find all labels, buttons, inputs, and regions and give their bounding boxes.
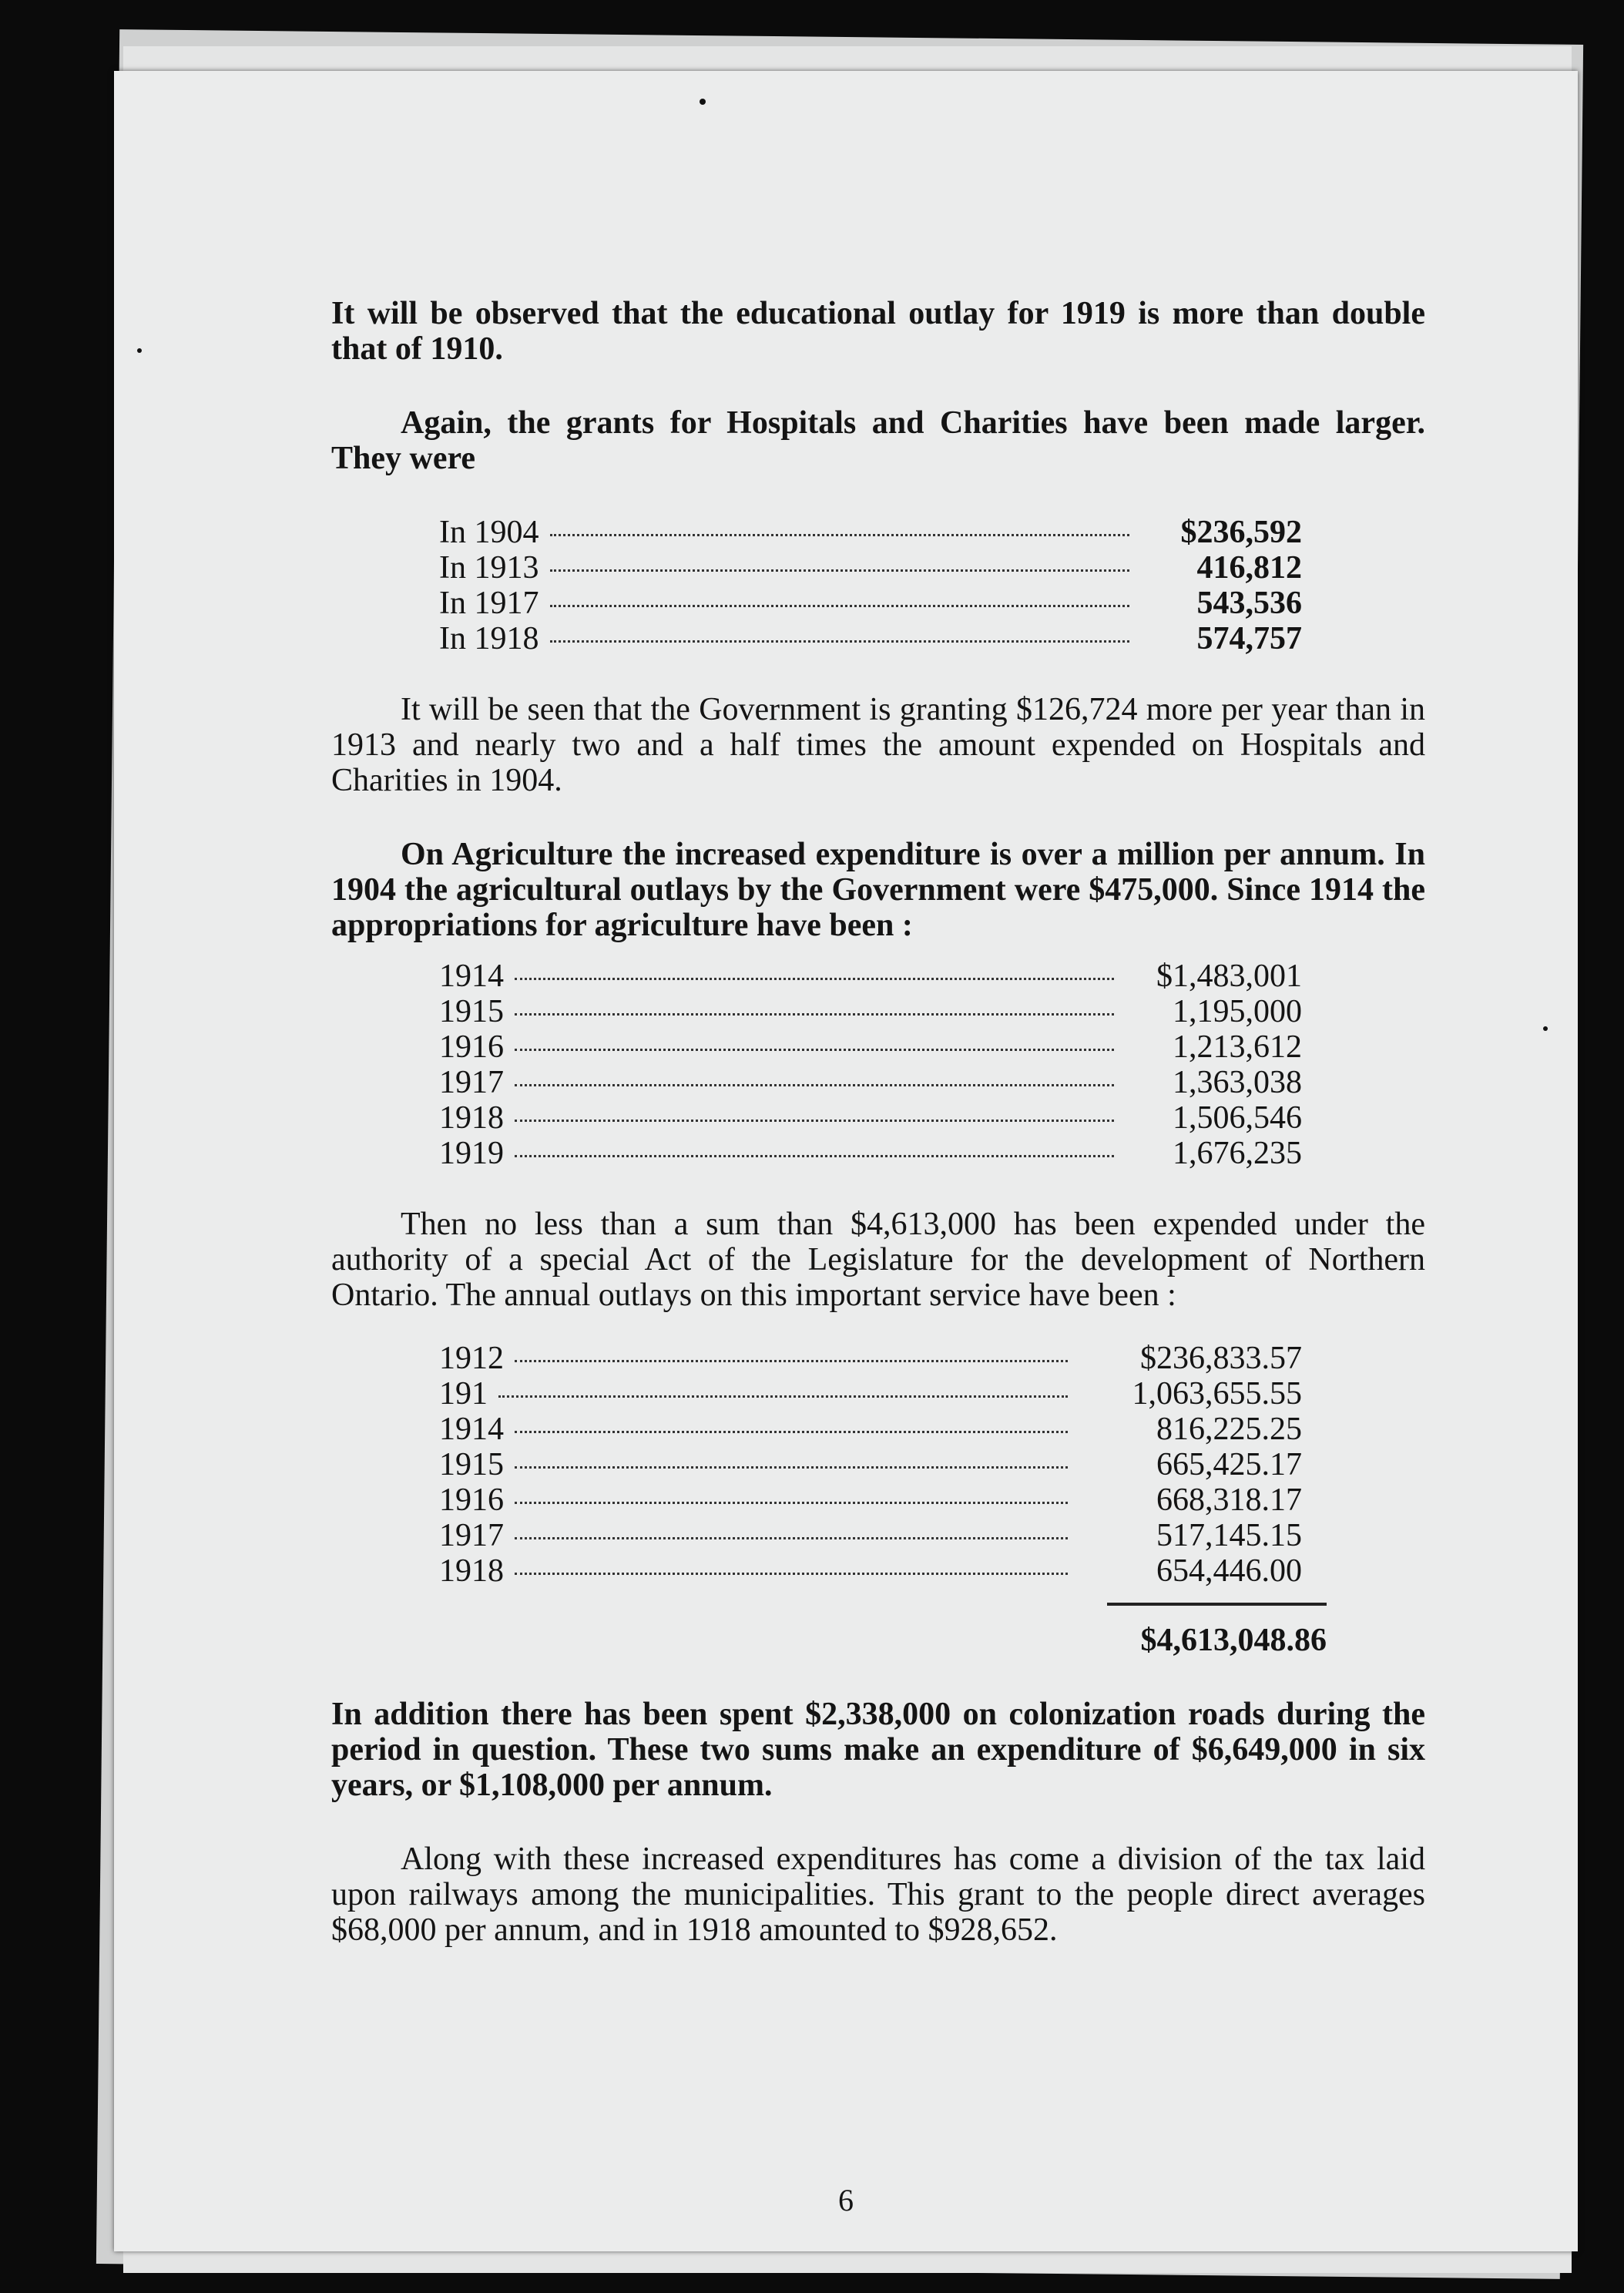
row-amount: 1,506,546: [1173, 1100, 1302, 1136]
row-amount: 543,536: [1196, 586, 1302, 621]
paragraph-hospitals-intro: Again, the grants for Hospitals and Charities have been made larger. They were: [331, 405, 1425, 476]
row-label: In 1917: [439, 586, 539, 621]
paragraph-agriculture: On Agriculture the increased expenditure is over a million per annum. In 1904 the agricultural outlays by the Government were $475,000. Since 1914 the appropriations for agriculture have been :: [331, 837, 1425, 943]
row-amount: 574,757: [1196, 621, 1302, 656]
row-amount: 1,063,655.55: [1132, 1376, 1302, 1412]
paragraph-education: It will be observed that the educational outlay for 1919 is more than double that of 1910.: [331, 296, 1425, 367]
row-amount: 665,425.17: [1156, 1447, 1302, 1482]
row-label: In 1904: [439, 515, 539, 550]
dot-leader: [515, 1013, 1114, 1016]
row-amount: 416,812: [1196, 550, 1302, 586]
row-label: 1917: [439, 1518, 504, 1553]
row-amount: 668,318.17: [1156, 1482, 1302, 1518]
row-label: 1915: [439, 994, 504, 1029]
table-row: [439, 1482, 1302, 1518]
table-row: [439, 1412, 1302, 1447]
agriculture-table: [439, 958, 1302, 1171]
row-label: 1918: [439, 1553, 504, 1589]
row-amount: 1,195,000: [1173, 994, 1302, 1029]
row-amount: $236,833.57: [1140, 1341, 1302, 1376]
northern-ontario-total: $4,613,048.86: [1140, 1623, 1327, 1658]
table-row: [439, 621, 1302, 656]
row-amount: $1,483,001: [1156, 958, 1302, 994]
row-amount: 1,363,038: [1173, 1065, 1302, 1100]
row-amount: 1,213,612: [1173, 1029, 1302, 1065]
row-label: 1914: [439, 958, 504, 994]
table-row: [439, 515, 1302, 550]
row-label: 1917: [439, 1065, 504, 1100]
table-row: [439, 1553, 1302, 1589]
table-row: [439, 550, 1302, 586]
dot-leader: [550, 534, 1130, 536]
paragraph-railway-tax: Along with these increased expenditures has come a division of the tax laid upon railways among the municipalities. This grant to the people direct averages $68,000 per annum, and in 1918 amounted to $928,652.: [331, 1841, 1425, 1948]
table-row: [439, 1029, 1302, 1065]
dot-leader: [550, 569, 1130, 572]
northern-ontario-table: [439, 1341, 1302, 1589]
document-page: [114, 71, 1578, 2251]
dot-leader: [515, 1431, 1068, 1433]
paragraph-hospitals-summary: It will be seen that the Government is granting $126,724 more per year than in 1913 and nearly two and a half times the amount expended on Hospitals and Charities in 1904.: [331, 692, 1425, 798]
row-amount: 816,225.25: [1156, 1412, 1302, 1447]
row-label: In 1913: [439, 550, 539, 586]
table-row: [439, 994, 1302, 1029]
row-amount: 1,676,235: [1173, 1136, 1302, 1171]
dot-leader: [515, 1573, 1068, 1575]
table-row: [439, 1518, 1302, 1553]
table-row: [439, 1376, 1302, 1412]
dot-leader: [515, 1049, 1114, 1051]
table-row: [439, 1065, 1302, 1100]
dot-leader: [498, 1395, 1068, 1398]
row-amount: 517,145.15: [1156, 1518, 1302, 1553]
hospitals-table: [439, 515, 1302, 656]
page-number: 6: [838, 2183, 854, 2217]
row-label: In 1918: [439, 621, 539, 656]
row-label: 191: [439, 1376, 488, 1412]
row-label: 1914: [439, 1412, 504, 1447]
row-label: 1918: [439, 1100, 504, 1136]
row-label: 1919: [439, 1136, 504, 1171]
paragraph-northern-ontario: Then no less than a sum than $4,613,000 has been expended under the authority of a special Act of the Legislature for the development of Northern Ontario. The annual outlays on this important service have been :: [331, 1207, 1425, 1313]
row-amount: 654,446.00: [1156, 1553, 1302, 1589]
dot-leader: [515, 1502, 1068, 1504]
dot-leader: [515, 1155, 1114, 1157]
dot-leader: [550, 640, 1130, 643]
paragraph-colonization-roads: In addition there has been spent $2,338,000 on colonization roads during the period in question. These two sums make an expenditure of $6,649,000 in six years, or $1,108,000 per annum.: [331, 1697, 1425, 1803]
dot-leader: [515, 1120, 1114, 1122]
table-row: [439, 1100, 1302, 1136]
dot-leader: [550, 605, 1130, 607]
row-label: 1912: [439, 1341, 504, 1376]
table-row: [439, 1341, 1302, 1376]
table-row: [439, 1447, 1302, 1482]
row-amount: $236,592: [1180, 515, 1302, 550]
total-rule: [1107, 1603, 1327, 1606]
dot-leader: [515, 1537, 1068, 1539]
table-row: [439, 958, 1302, 994]
dot-leader: [515, 1360, 1068, 1362]
dot-leader: [515, 1084, 1114, 1086]
table-row: [439, 586, 1302, 621]
page-content: [331, 296, 1425, 1986]
row-label: 1916: [439, 1029, 504, 1065]
table-row: [439, 1136, 1302, 1171]
row-label: 1915: [439, 1447, 504, 1482]
dot-leader: [515, 978, 1114, 980]
row-label: 1916: [439, 1482, 504, 1518]
dot-leader: [515, 1466, 1068, 1469]
